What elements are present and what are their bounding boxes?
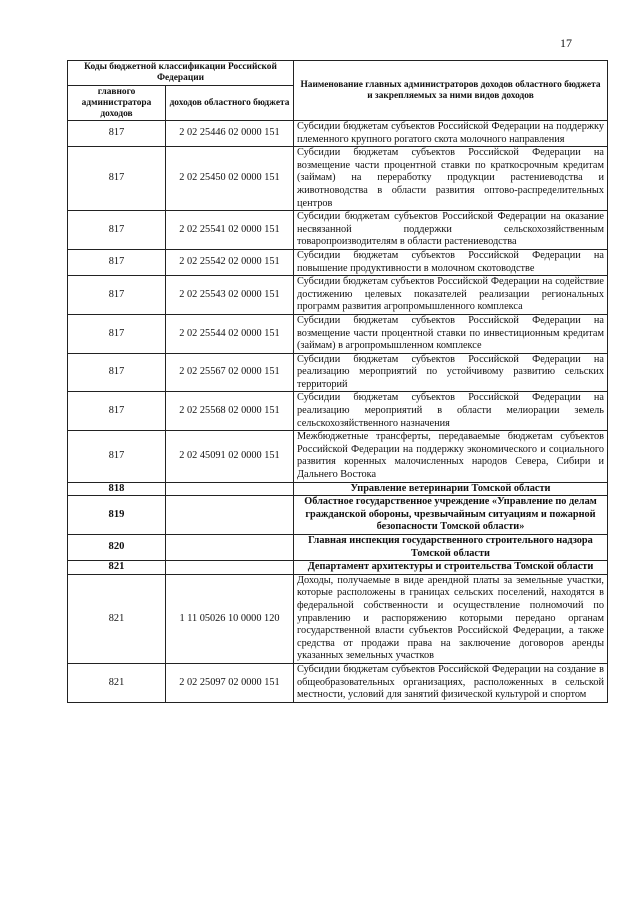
admin-code: 817 [68, 392, 166, 431]
table-row [68, 663, 608, 702]
admin-code: 821 [68, 663, 166, 702]
admin-code: 817 [68, 121, 166, 147]
revenue-name: Доходы, получаемые в виде арендной платы за земельные участки, которые расположены в границах сельских поселений, находятся в федеральной собственности и осуществление полномочий по управлению и распоряжению которыми передано органам государственной власти субъектов Российской Федерации, а также средства от продажи права на заключение договоров аренды указанных земельных участков [294, 574, 608, 663]
codes-group-header: Коды бюджетной классификации Российской Федерации [68, 61, 294, 86]
section-row [68, 561, 608, 575]
revenue-name: Субсидии бюджетам субъектов Российской Федерации на повышение продуктивности в молочном скотоводстве [294, 249, 608, 275]
admin-code: 817 [68, 431, 166, 482]
revenue-name: Субсидии бюджетам субъектов Российской Федерации на реализацию мероприятий в области мелиорации земель сельскохозяйственного назначения [294, 392, 608, 431]
revenue-code: 2 02 25567 02 0000 151 [166, 353, 294, 392]
revenue-name: Субсидии бюджетам субъектов Российской Федерации на возмещение части процентной ставки по инвестиционным кредитам (займам) в агропромышленном комплексе [294, 314, 608, 353]
table-row [68, 211, 608, 250]
table-row [68, 574, 608, 663]
admin-code: 817 [68, 249, 166, 275]
table-row [68, 276, 608, 315]
table-row [68, 353, 608, 392]
table-row [68, 431, 608, 482]
section-row [68, 482, 608, 496]
admin-code: 821 [68, 574, 166, 663]
admin-code: 817 [68, 353, 166, 392]
revenue-name: Субсидии бюджетам субъектов Российской Федерации на создание в общеобразовательных организациях, расположенных в сельской местности, условий для занятий физической культурой и спортом [294, 663, 608, 702]
table-header-row [68, 61, 608, 86]
revenue-code: 2 02 25543 02 0000 151 [166, 276, 294, 315]
revenue-code: 2 02 45091 02 0000 151 [166, 431, 294, 482]
revenue-name: Межбюджетные трансферты, передаваемые бюджетам субъектов Российской Федерации на поддержку экономического и социального развития коренных малочисленных народов Севера, Сибири и Дальнего Востока [294, 431, 608, 482]
section-title: Главная инспекция государственного строительного надзора Томской области [294, 535, 608, 561]
table-row [68, 147, 608, 211]
revenue-code: 2 02 25446 02 0000 151 [166, 121, 294, 147]
name-column-header: Наименование главных администраторов доходов областного бюджета и закрепляемых за ними видов доходов [294, 61, 608, 121]
admin-column-header: главного администратора доходов [68, 86, 166, 121]
section-admin-code: 821 [68, 561, 166, 575]
revenue-name: Субсидии бюджетам субъектов Российской Федерации на оказание несвязанной поддержки сельскохозяйственным товаропроизводителям в области растениеводства [294, 211, 608, 250]
revenue-name: Субсидии бюджетам субъектов Российской Федерации на реализацию мероприятий по устойчивому развитию сельских территорий [294, 353, 608, 392]
revenue-name: Субсидии бюджетам субъектов Российской Федерации на поддержку племенного крупного рогатого скота молочного направления [294, 121, 608, 147]
revenue-name: Субсидии бюджетам субъектов Российской Федерации на возмещение части процентной ставки по краткосрочным кредитам (займам) на переработку продукции растениеводства и животноводства в области развития оптово-распределительных центров [294, 147, 608, 211]
revenue-column-header: доходов областного бюджета [166, 86, 294, 121]
table-row [68, 314, 608, 353]
revenue-code: 1 11 05026 10 0000 120 [166, 574, 294, 663]
section-row [68, 496, 608, 535]
revenue-code: 2 02 25450 02 0000 151 [166, 147, 294, 211]
empty-code-cell [166, 482, 294, 496]
revenue-code: 2 02 25097 02 0000 151 [166, 663, 294, 702]
revenue-code: 2 02 25541 02 0000 151 [166, 211, 294, 250]
revenue-code: 2 02 25568 02 0000 151 [166, 392, 294, 431]
section-admin-code: 818 [68, 482, 166, 496]
section-admin-code: 819 [68, 496, 166, 535]
empty-code-cell [166, 561, 294, 575]
section-title: Департамент архитектуры и строительства Томской области [294, 561, 608, 575]
table-row [68, 392, 608, 431]
section-row [68, 535, 608, 561]
admin-code: 817 [68, 314, 166, 353]
revenue-code: 2 02 25542 02 0000 151 [166, 249, 294, 275]
table-row [68, 121, 608, 147]
empty-code-cell [166, 535, 294, 561]
admin-code: 817 [68, 147, 166, 211]
revenue-code: 2 02 25544 02 0000 151 [166, 314, 294, 353]
section-title: Управление ветеринарии Томской области [294, 482, 608, 496]
admin-code: 817 [68, 276, 166, 315]
admin-code: 817 [68, 211, 166, 250]
budget-classification-table [67, 60, 608, 703]
table-row [68, 249, 608, 275]
section-admin-code: 820 [68, 535, 166, 561]
page-number: 17 [560, 36, 572, 50]
revenue-name: Субсидии бюджетам субъектов Российской Федерации на содействие достижению целевых показателей реализации региональных программ развития агропромышленного комплекса [294, 276, 608, 315]
empty-code-cell [166, 496, 294, 535]
section-title: Областное государственное учреждение «Управление по делам гражданской обороны, чрезвычайным ситуациям и пожарной безопасности Томской области» [294, 496, 608, 535]
